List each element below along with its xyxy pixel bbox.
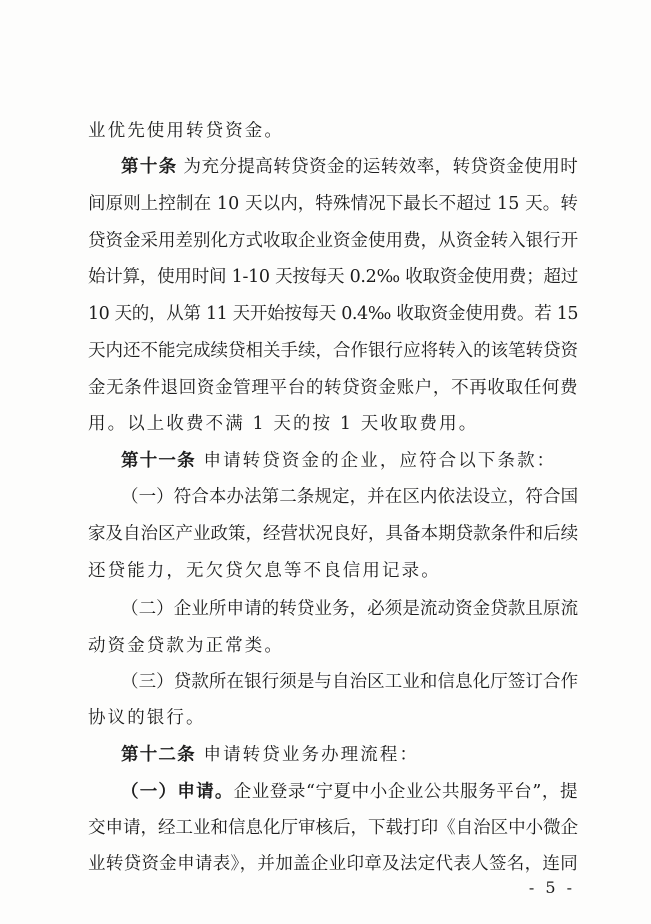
text-line bbox=[88, 634, 578, 658]
text-line bbox=[88, 119, 578, 143]
text-line bbox=[88, 339, 578, 363]
text-line bbox=[88, 192, 578, 216]
text-line bbox=[88, 412, 578, 436]
line-text: 间原则上控制在 10 天以内，特殊情况下最长不超过 15 天。转 bbox=[88, 194, 578, 214]
line-text: 协议的银行。 bbox=[88, 708, 206, 728]
line-text: 还贷能力，无欠贷欠息等不良信用记录。 bbox=[88, 561, 441, 581]
text-line bbox=[88, 376, 578, 400]
text-line bbox=[88, 816, 578, 840]
line-text: （二）企业所申请的转贷业务，必须是流动资金贷款且原流 bbox=[121, 599, 578, 619]
line-text: 申请转贷资金的企业，应符合以下条款： bbox=[195, 451, 557, 471]
text-line bbox=[88, 265, 578, 289]
line-text: 申请转贷业务办理流程： bbox=[195, 745, 420, 765]
article-heading: 第十条 bbox=[121, 157, 178, 177]
line-text: 企业登录“宁夏中小企业公共服务平台”，提 bbox=[233, 782, 578, 802]
article-heading: 第十二条 bbox=[121, 745, 196, 765]
line-text: 10 天的，从第 11 天开始按每天 0.4‰ 收取资金使用费。若 15 bbox=[88, 304, 578, 324]
text-line bbox=[121, 597, 578, 621]
text-line bbox=[121, 449, 578, 473]
text-line bbox=[88, 302, 578, 326]
line-text: 用。以上收费不满 1 天的按 1 天收取费用。 bbox=[88, 414, 479, 434]
text-line bbox=[121, 155, 578, 179]
article-heading: 第十一条 bbox=[121, 451, 196, 471]
line-text: 金无条件退回资金管理平台的转贷资金账户，不再收取任何费 bbox=[88, 378, 578, 398]
text-line bbox=[121, 743, 578, 767]
text-line bbox=[121, 670, 578, 694]
line-text: 贷资金采用差别化方式收取企业资金使用费，从资金转入银行开 bbox=[88, 231, 578, 251]
line-text: 天内还不能完成续贷相关手续，合作银行应将转入的该笔转贷资 bbox=[88, 341, 578, 361]
line-text: 家及自治区产业政策，经营状况良好，具备本期贷款条件和后续 bbox=[88, 524, 578, 544]
line-text: （三）贷款所在银行须是与自治区工业和信息化厅签订合作 bbox=[121, 672, 578, 692]
line-text: 业转贷资金申请表》，并加盖企业印章及法定代表人签名，连同 bbox=[88, 854, 578, 874]
text-line bbox=[88, 559, 578, 583]
text-line bbox=[121, 780, 578, 804]
text-line bbox=[88, 852, 578, 876]
article-heading: （一）申请。 bbox=[121, 782, 234, 802]
line-text: 始计算，使用时间 1-10 天按每天 0.2‰ 收取资金使用费；超过 bbox=[88, 267, 578, 287]
text-line bbox=[121, 485, 578, 509]
line-text: 动资金贷款为正常类。 bbox=[88, 636, 284, 656]
text-line bbox=[88, 522, 578, 546]
line-text: 交申请，经工业和信息化厅审核后，下载打印《自治区中小微企 bbox=[88, 818, 578, 838]
text-line bbox=[88, 229, 578, 253]
line-text: 为充分提高转贷资金的运转效率，转贷资金使用时 bbox=[177, 157, 578, 177]
text-line bbox=[88, 706, 578, 730]
line-text: （一）符合本办法第二条规定，并在区内依法设立，符合国 bbox=[121, 487, 578, 507]
page-number: - 5 - bbox=[528, 878, 575, 897]
line-text: 业优先使用转贷资金。 bbox=[88, 121, 284, 141]
